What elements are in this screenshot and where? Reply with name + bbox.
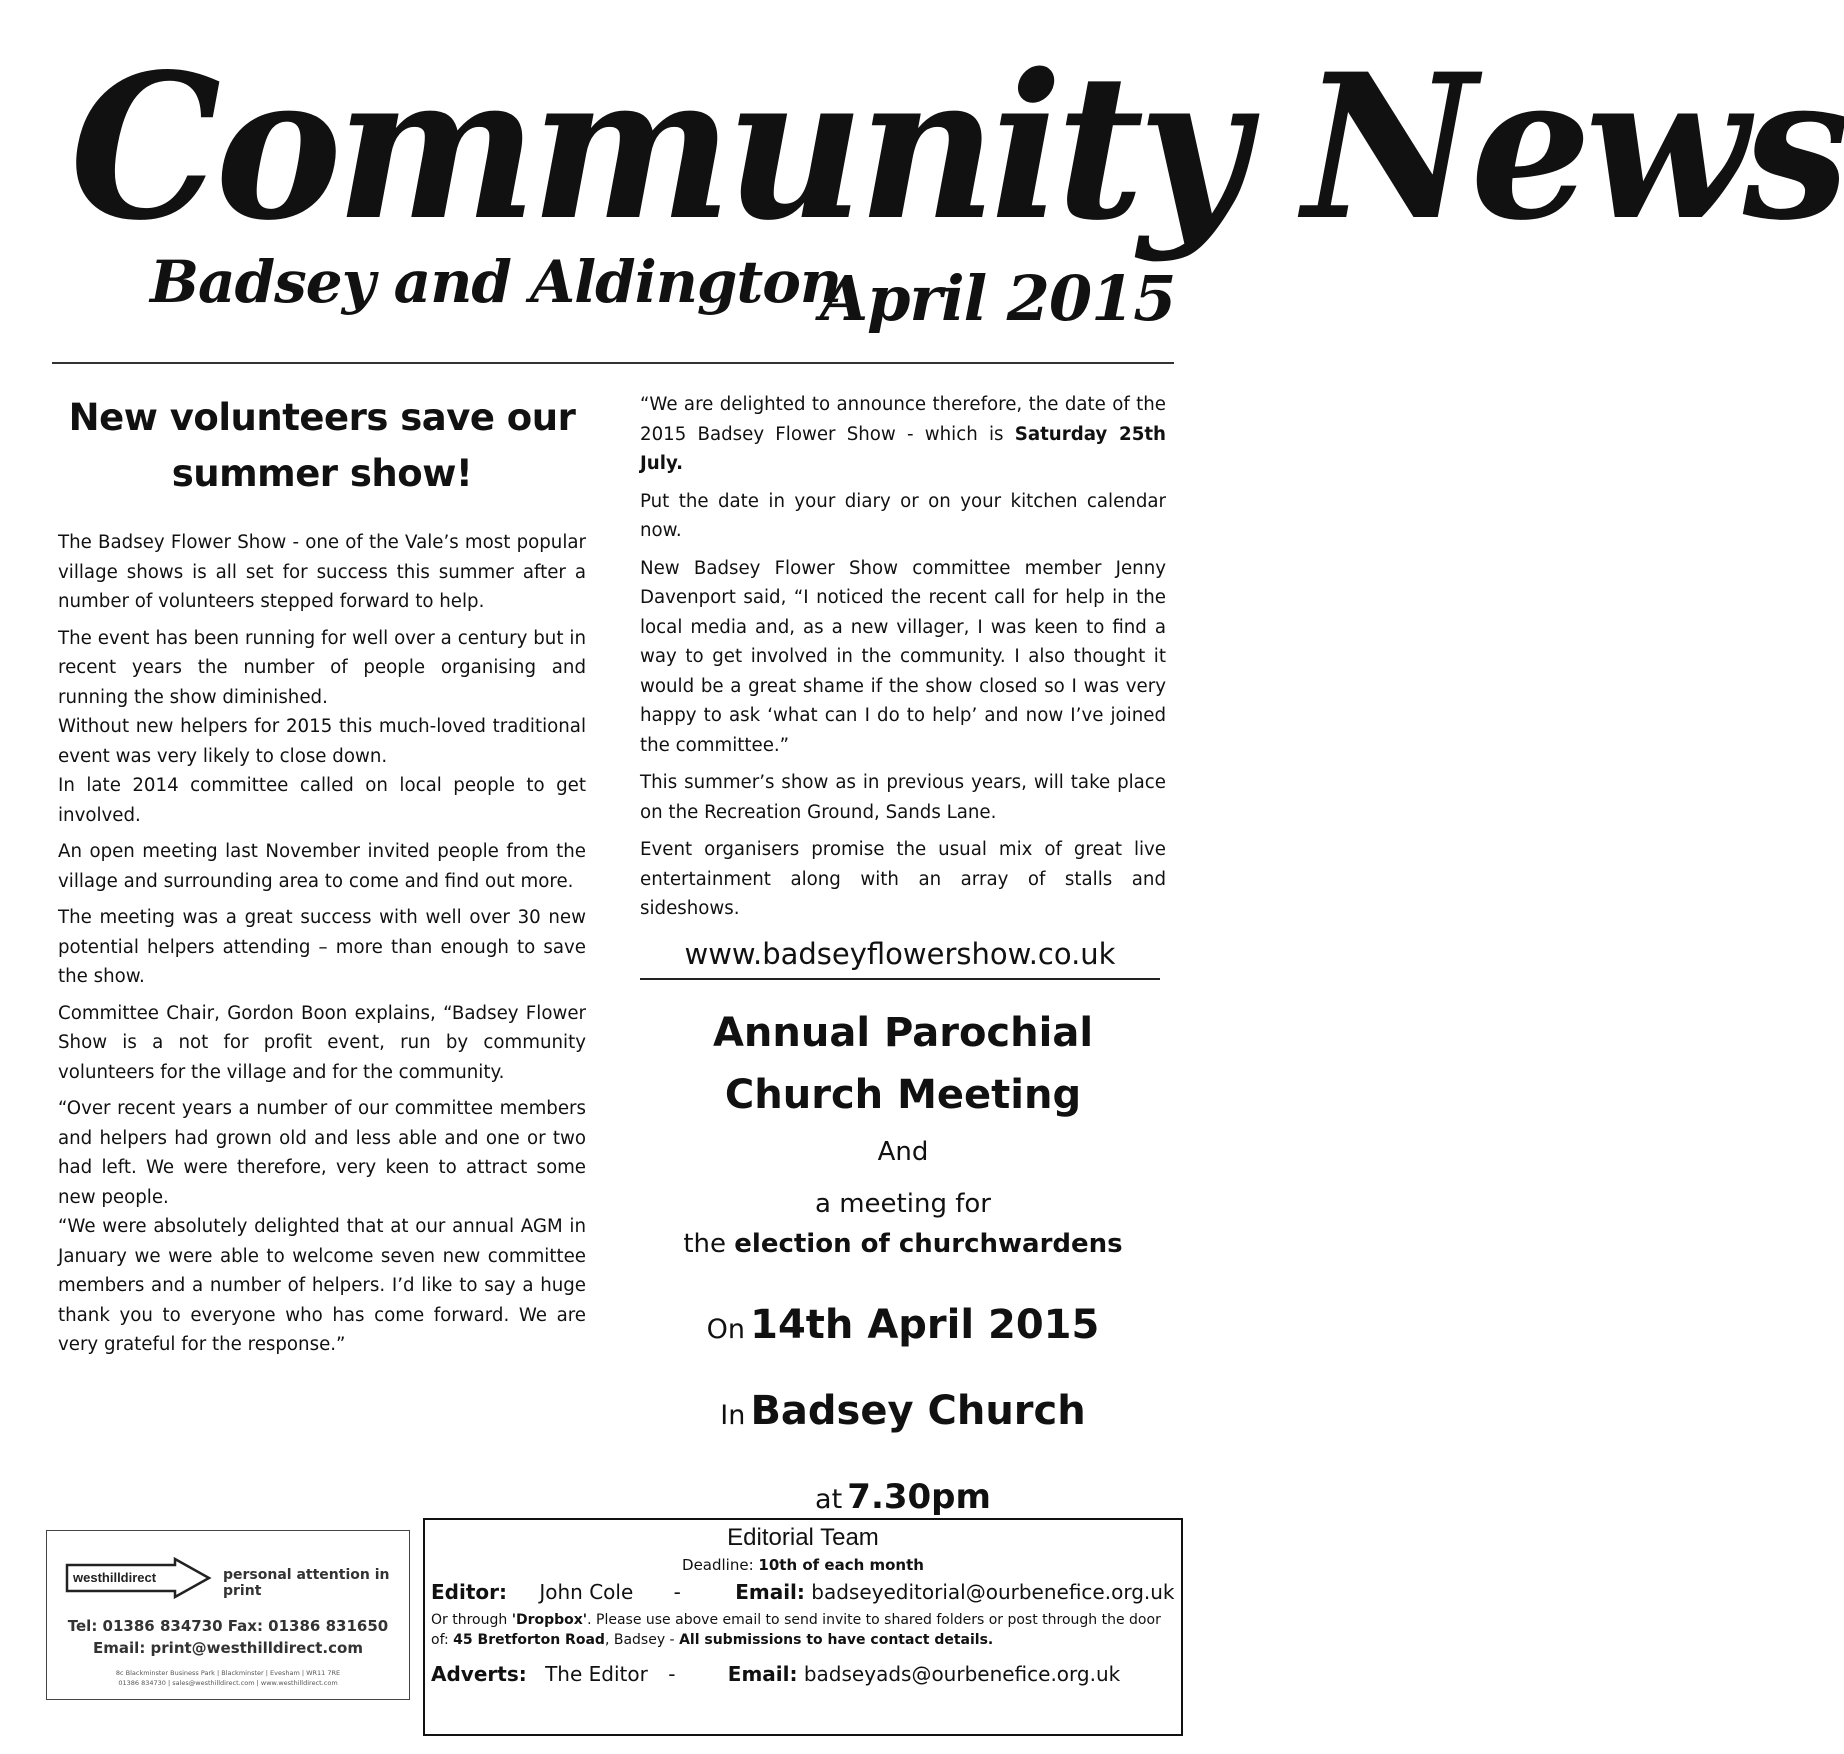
note-text: Or through: [431, 1612, 512, 1628]
article-paragraph: “Over recent years a number of our committee members and helpers had grown old and less able and one or two had left. We were therefore, very keen to attract some new people.: [58, 1098, 586, 1208]
article-paragraph: “We were absolutely delighted that at our annual AGM in January we were able to welcome seven new committee members and a number of helpers. I’d like to say a huge thank you to everyone who has come forward. We are very grateful for the response.”: [58, 1216, 586, 1355]
deadline-value: 10th of each month: [758, 1556, 924, 1574]
editor-line: [431, 1580, 1175, 1604]
article-paragraph: New Badsey Flower Show committee member Jenny Davenport said, “I noticed the recent call for help in the local media and, as a new villager, I was keen to find a way to get involved in the community. I also thought it would be a great shame if the show closed so I was very happy to ask ‘what can I do to help’ and now I’ve joined the committee.”: [640, 557, 1166, 756]
note-text: . Please use above email to send invite to shared folders or post through the door of:: [431, 1612, 1161, 1648]
westhilldirect-logo: [65, 1557, 211, 1599]
article-paragraph: Event organisers promise the usual mix of great live entertainment along with an array of stalls and sideshows.: [640, 839, 1166, 919]
article-left-column: [58, 390, 586, 1367]
advert-address: 8c Blackminster Business Park | Blackminster | Evesham | WR11 7RE: [115, 1669, 341, 1677]
church-notice-and: And: [877, 1136, 929, 1167]
place-prefix: In: [720, 1399, 746, 1431]
masthead-divider: [52, 362, 1174, 364]
church-notice-date: [640, 1286, 1166, 1372]
editor-dash: -: [673, 1580, 681, 1604]
meeting-place: Badsey Church: [750, 1387, 1086, 1434]
article-paragraph: The Badsey Flower Show - one of the Vale’s most popular village shows is all set for success this summer after a number of volunteers stepped forward to help.: [58, 532, 586, 612]
advert-contact: 01386 834730 | sales@westhilldirect.com | www.westhilldirect.com: [118, 1679, 338, 1687]
adverts-label: Adverts:: [431, 1662, 527, 1686]
article-paragraph: This summer’s show as in previous years, will take place on the Recreation Ground, Sands Lane.: [640, 772, 1166, 823]
submission-note: [431, 1610, 1177, 1650]
note-requirement: All submissions to have contact details.: [679, 1632, 994, 1648]
church-notice-meeting-prefix: the: [683, 1228, 735, 1259]
note-dropbox: 'Dropbox': [511, 1612, 588, 1628]
issue-date: April 2015: [820, 262, 1176, 335]
advert-tagline: personal attention in print: [223, 1567, 390, 1599]
editor-label: Editor:: [431, 1580, 507, 1604]
church-notice-place: [640, 1372, 1166, 1458]
article-headline: New volunteers save our summer show!: [68, 396, 576, 495]
article-paragraph: In late 2014 committee called on local people to get involved.: [58, 775, 586, 826]
adverts-name: The Editor: [545, 1662, 648, 1686]
adverts-dash: -: [668, 1662, 676, 1686]
adverts-email-label: Email:: [727, 1662, 798, 1686]
show-date: Saturday 25th July.: [640, 423, 1167, 474]
article-right-column: [640, 390, 1166, 1542]
church-notice-title: Church Meeting: [724, 1071, 1082, 1118]
note-text: , Badsey -: [604, 1632, 680, 1648]
printer-advert: [46, 1530, 410, 1700]
deadline-label: Deadline:: [682, 1556, 759, 1574]
advert-phone: Tel: 01386 834730 Fax: 01386 831650: [67, 1617, 389, 1635]
editorial-deadline: [425, 1556, 1181, 1574]
church-notice-meeting: a meeting for: [815, 1188, 991, 1219]
adverts-line: [431, 1662, 1120, 1686]
church-meeting-notice: [640, 1002, 1166, 1542]
article-paragraph: Committee Chair, Gordon Boon explains, “Badsey Flower Show is a not for profit event, run by community volunteers for the village and for the community.: [58, 1002, 586, 1083]
note-address: 45 Bretforton Road: [453, 1632, 605, 1648]
article-paragraph: The meeting was a great success with well over 30 new potential helpers attending – more than enough to save the show.: [58, 907, 586, 987]
masthead-subtitle: Badsey and Aldington: [150, 248, 842, 316]
church-notice-meeting: [640, 1224, 1166, 1264]
flower-show-url: www.badseyflowershow.co.uk: [640, 934, 1160, 980]
show-date-text: “We are delighted to announce therefore, the date of the 2015 Badsey Flower Show - which is: [640, 394, 1166, 445]
article-paragraph: Put the date in your diary or on your kitchen calendar now.: [640, 490, 1166, 541]
article-paragraph: The event has been running for well over a century but in recent years the number of people organising and running the show diminished.: [58, 627, 586, 708]
church-notice-title: Annual Parochial: [712, 1009, 1094, 1056]
advert-email: Email: print@westhilldirect.com: [93, 1639, 363, 1657]
editor-email: badseyeditorial@ourbenefice.org.uk: [811, 1580, 1175, 1604]
church-notice-election: election of churchwardens: [734, 1228, 1123, 1259]
meeting-time: 7.30pm: [847, 1476, 991, 1517]
adverts-email: badseyads@ourbenefice.org.uk: [803, 1662, 1121, 1686]
editorial-team-box: [423, 1518, 1183, 1736]
article-paragraph: Without new helpers for 2015 this much-loved traditional event was very likely to close down.: [58, 716, 586, 767]
editorial-title: Editorial Team: [727, 1524, 879, 1551]
time-prefix: at: [815, 1483, 843, 1515]
meeting-date: 14th April 2015: [750, 1301, 1100, 1348]
editor-name: John Cole: [539, 1580, 634, 1604]
editor-email-label: Email:: [735, 1580, 805, 1604]
masthead-title: Community News: [70, 30, 1844, 265]
date-prefix: On: [706, 1313, 746, 1345]
logo-text: westhilldirect: [73, 1570, 157, 1585]
article-paragraph: [640, 390, 1166, 479]
article-paragraph: An open meeting last November invited people from the village and surrounding area to come and find out more.: [58, 841, 586, 892]
